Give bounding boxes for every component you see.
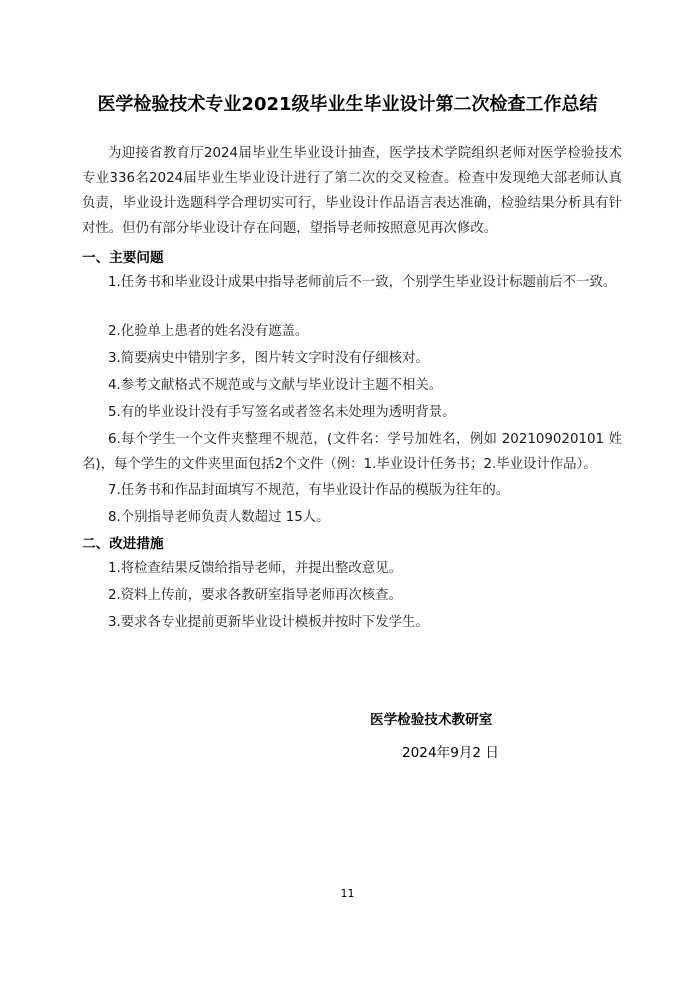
signature-organization: 医学检验技术教研室 [370,712,493,728]
problem-item-3: 3.简要病史中错别字多，图片转文字时没有仔细核对。 [108,351,429,366]
measure-item-2: 2.资料上传前，要求各教研室指导老师再次核查。 [108,588,402,603]
problem-item-8: 8.个别指导老师负责人数超过 15人。 [108,510,330,525]
document-title: 医学检验技术专业2021级毕业生毕业设计第二次检查工作总结 [97,94,598,115]
intro-paragraph: 为迎接省教育厅2024届毕业生毕业设计抽查，医学技术学院组织老师对医学检验技术专业336名2024届毕业生毕业设计进行了第二次的交叉检查。检查中发现绝大部老师认真负责，毕业设计选题科学合理切实可行，毕业设计作品语言表达准确，检验结果分析具有针对性。但仍有部分毕业设计存在问题，望指导老师按照意见再次修改。 [82,146,622,236]
problem-item-5: 5.有的毕业设计没有手写签名或者签名未处理为透明背景。 [108,405,456,420]
section-heading-main-problems: 一、主要问题 [82,250,164,266]
page-number: 11 [340,887,355,900]
measure-item-1: 1.将检查结果反馈给指导老师，并提出整改意见。 [108,561,402,576]
problem-item-2: 2.化验单上患者的姓名没有遮盖。 [108,324,309,339]
signature-date: 2024年9月2 日 [402,745,499,761]
section-heading-improvement-measures: 二、改进措施 [82,536,164,552]
problem-item-7: 7.任务书和作品封面填写不规范，有毕业设计作品的模版为往年的。 [108,483,510,498]
problem-item-4: 4.参考文献格式不规范或与文献与毕业设计主题不相关。 [108,378,443,393]
measure-item-3: 3.要求各专业提前更新毕业设计模板并按时下发学生。 [108,615,429,630]
problem-item-6: 6.每个学生一个文件夹整理不规范，(文件名：学号加姓名，例如 202109020101 姓名)，每个学生的文件夹里面包括2个文件（例：1.毕业设计任务书；2.毕业设计作品）。 [82,432,622,472]
problem-item-1: 1.任务书和毕业设计成果中指导老师前后不一致，个别学生毕业设计标题前后不一致。 [108,275,617,290]
